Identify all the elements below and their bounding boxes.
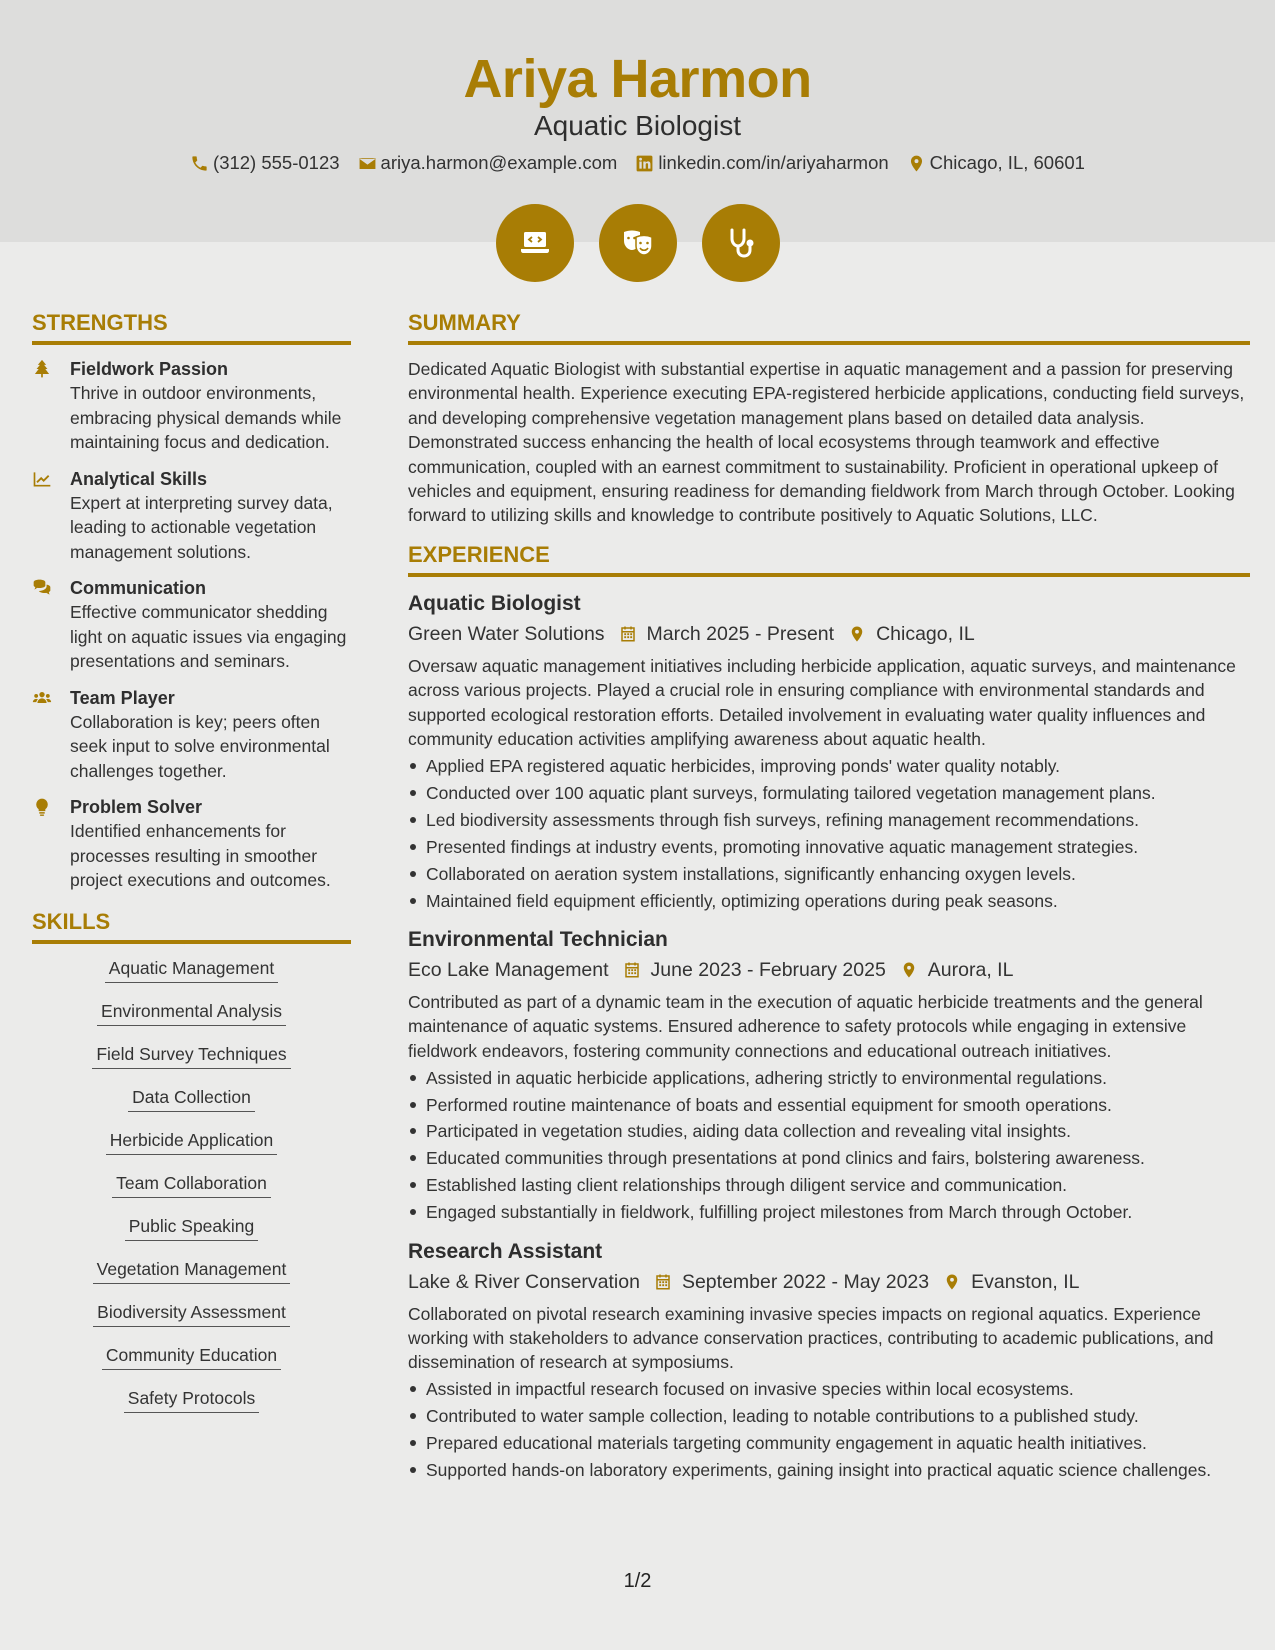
interest-circle-masks (599, 204, 677, 282)
strength-text: Identified enhancements for processes resulting in smoother project executions and outcomes. (70, 821, 331, 890)
job-bullets (408, 1066, 1250, 1225)
contact-linkedin[interactable] (635, 152, 888, 174)
strengths-section (32, 310, 351, 893)
experience-section (408, 542, 1250, 1483)
job-bullet: Established lasting client relationships through diligent service and communication. (408, 1173, 1250, 1197)
job-meta (408, 1267, 1250, 1297)
contact-bar (0, 152, 1275, 174)
job-company: Lake & River Conservation (408, 1270, 640, 1293)
experience-heading: EXPERIENCE (408, 542, 1250, 577)
job-bullet: Maintained field equipment efficiently, optimizing operations during peak seasons. (408, 889, 1250, 913)
skill-tag: Team Collaboration (112, 1171, 271, 1198)
skills-section (32, 909, 351, 1429)
candidate-name: Ariya Harmon (463, 49, 812, 109)
strength-item (32, 467, 351, 565)
skill-tag: Biodiversity Assessment (93, 1300, 290, 1327)
job-company: Eco Lake Management (408, 958, 609, 981)
job-title: Environmental Technician (408, 927, 668, 951)
strength-title: Team Player (70, 687, 175, 708)
job-entry (408, 589, 1250, 913)
calendar-icon (619, 625, 637, 643)
job-description: Oversaw aquatic management initiatives including herbicide application, aquatic surveys, and maintenance across various projects. Played a crucial role in ensuring compliance with environmental standards and supported ecological restoration efforts. Detailed involvement in evaluating water quality influences and community education activities amplifying awareness about aquatic health. (408, 655, 1236, 750)
summary-text: Dedicated Aquatic Biologist with substantial expertise in aquatic management and a passion for preserving environmental health. Experience executing EPA-registered herbicide applications, conducting field surveys, and developing comprehensive vegetation management plans based on detailed data analysis. Demonstrated success enhancing the health of local ecosystems through teamwork and effective communication, coupled with an earnest commitment to sustainability. Proficient in operational upkeep of vehicles and equipment, ensuring readiness for demanding fieldwork from March through October. Looking forward to utilizing skills and knowledge to contribute positively to Aquatic Solutions, LLC. (408, 359, 1245, 526)
strength-text: Thrive in outdoor environments, embracing physical demands while maintaining focus and dedication. (70, 383, 342, 452)
candidate-role: Aquatic Biologist (533, 110, 741, 141)
job-bullet: Performed routine maintenance of boats and essential equipment for smooth operations. (408, 1093, 1250, 1117)
job-bullets (408, 1377, 1250, 1482)
interest-circle-stethoscope (702, 204, 780, 282)
chart-line-icon (32, 469, 52, 489)
skill-tag: Aquatic Management (105, 956, 278, 983)
job-bullet: Prepared educational materials targeting community engagement in aquatic health initiatives. (408, 1431, 1250, 1455)
job-location: Chicago, IL (876, 622, 975, 645)
job-bullet: Contributed to water sample collection, leading to notable contributions to a published study. (408, 1404, 1250, 1428)
job-description: Contributed as part of a dynamic team in the execution of aquatic herbicide treatments and the general maintenance of aquatic systems. Ensured adherence to safety protocols while engaging in extensive fieldwork endeavors, fostering community connections and educational outreach initiatives. (408, 991, 1203, 1061)
theater-masks-icon (618, 223, 658, 263)
contact-email[interactable] (358, 152, 618, 174)
linkedin-text: linkedin.com/in/ariyaharmon (658, 152, 889, 173)
job-meta (408, 619, 1250, 649)
job-bullet: Presented findings at industry events, promoting innovative aquatic management strategies. (408, 835, 1250, 859)
strength-text: Effective communicator shedding light on aquatic issues via engaging presentations and seminars. (70, 602, 347, 671)
linkedin-icon (635, 154, 654, 173)
strength-title: Communication (70, 578, 207, 598)
skill-tag: Public Speaking (125, 1214, 259, 1241)
map-pin-icon (900, 961, 918, 979)
strength-text: Collaboration is key; peers often seek input to solve environmental challenges together. (70, 711, 330, 781)
job-location: Evanston, IL (971, 1270, 1080, 1293)
job-bullet: Participated in vegetation studies, aiding data collection and revealing vital insights. (408, 1119, 1250, 1143)
job-bullet: Collaborated on aeration system installations, significantly enhancing oxygen levels. (408, 862, 1250, 886)
lightbulb-icon (32, 797, 52, 817)
interest-circle-laptop (496, 204, 574, 282)
strengths-heading: STRENGTHS (32, 310, 351, 345)
job-company: Green Water Solutions (408, 622, 605, 645)
stethoscope-icon (721, 223, 761, 263)
summary-section (408, 310, 1250, 528)
skill-tag: Data Collection (128, 1085, 255, 1112)
skill-tag: Community Education (102, 1343, 281, 1370)
job-dates: June 2023 - February 2025 (650, 958, 886, 981)
summary-heading: SUMMARY (408, 310, 1250, 345)
skills-heading: SKILLS (32, 909, 351, 944)
map-pin-icon (848, 625, 866, 643)
skill-tag: Safety Protocols (124, 1386, 259, 1413)
calendar-icon (654, 1273, 672, 1291)
job-dates: September 2022 - May 2023 (681, 1270, 930, 1293)
job-bullet: Engaged substantially in fieldwork, fulfilling project milestones from March through October. (408, 1200, 1250, 1224)
map-pin-icon (943, 1273, 961, 1291)
skill-tag: Herbicide Application (106, 1128, 277, 1155)
map-pin-icon (907, 154, 926, 173)
job-bullet: Educated communities through presentations at pond clinics and fairs, bolstering awareness. (408, 1146, 1250, 1170)
job-bullet: Led biodiversity assessments through fish surveys, refining management recommendations. (408, 808, 1250, 832)
strength-text: Expert at interpreting survey data, leading to actionable vegetation management solutions. (70, 492, 333, 562)
calendar-icon (623, 961, 641, 979)
laptop-code-icon (515, 223, 555, 263)
page-number: 1/2 (623, 1570, 652, 1592)
strength-item (32, 795, 351, 893)
interest-icons (0, 204, 1275, 282)
job-bullet: Assisted in impactful research focused on invasive species within local ecosystems. (408, 1377, 1250, 1401)
strength-item (32, 357, 351, 455)
job-meta (408, 955, 1250, 985)
job-bullets (408, 754, 1250, 913)
job-location: Aurora, IL (927, 958, 1014, 981)
envelope-icon (358, 154, 377, 173)
left-column (32, 310, 351, 1429)
right-column (408, 310, 1250, 1494)
job-bullet: Supported hands-on laboratory experiments, gaining insight into practical aquatic science challenges. (408, 1458, 1250, 1482)
contact-phone[interactable] (190, 152, 340, 174)
job-bullet: Conducted over 100 aquatic plant surveys, formulating tailored vegetation management plans. (408, 781, 1250, 805)
contact-location (907, 152, 1085, 174)
users-icon (32, 688, 52, 708)
job-dates: March 2025 - Present (646, 622, 835, 645)
job-title: Aquatic Biologist (408, 591, 581, 615)
skill-tag: Environmental Analysis (97, 999, 286, 1026)
job-bullet: Assisted in aquatic herbicide applications, adhering strictly to environmental regulations. (408, 1066, 1250, 1090)
skills-list (32, 956, 351, 1429)
strength-title: Analytical Skills (70, 468, 208, 489)
email-text: ariya.harmon@example.com (380, 152, 618, 173)
strength-title: Problem Solver (70, 797, 203, 817)
job-entry (408, 925, 1250, 1225)
skill-tag: Vegetation Management (93, 1257, 291, 1284)
tree-icon (32, 359, 52, 379)
strength-item (32, 686, 351, 784)
strength-item (32, 576, 351, 674)
job-title: Research Assistant (408, 1239, 603, 1263)
strength-title: Fieldwork Passion (70, 359, 229, 379)
phone-icon (190, 154, 209, 173)
job-entry (408, 1237, 1250, 1483)
job-description: Collaborated on pivotal research examining invasive species impacts on regional aquatics. Experience working with stakeholders to advance conservation practices, contributing to academic publications, and dissemination of research at symposiums. (408, 1303, 1214, 1373)
job-bullet: Applied EPA registered aquatic herbicides, improving ponds' water quality notably. (408, 754, 1250, 778)
comments-icon (32, 578, 52, 598)
phone-text: (312) 555-0123 (213, 152, 340, 173)
location-text: Chicago, IL, 60601 (929, 152, 1085, 173)
skill-tag: Field Survey Techniques (92, 1042, 290, 1069)
